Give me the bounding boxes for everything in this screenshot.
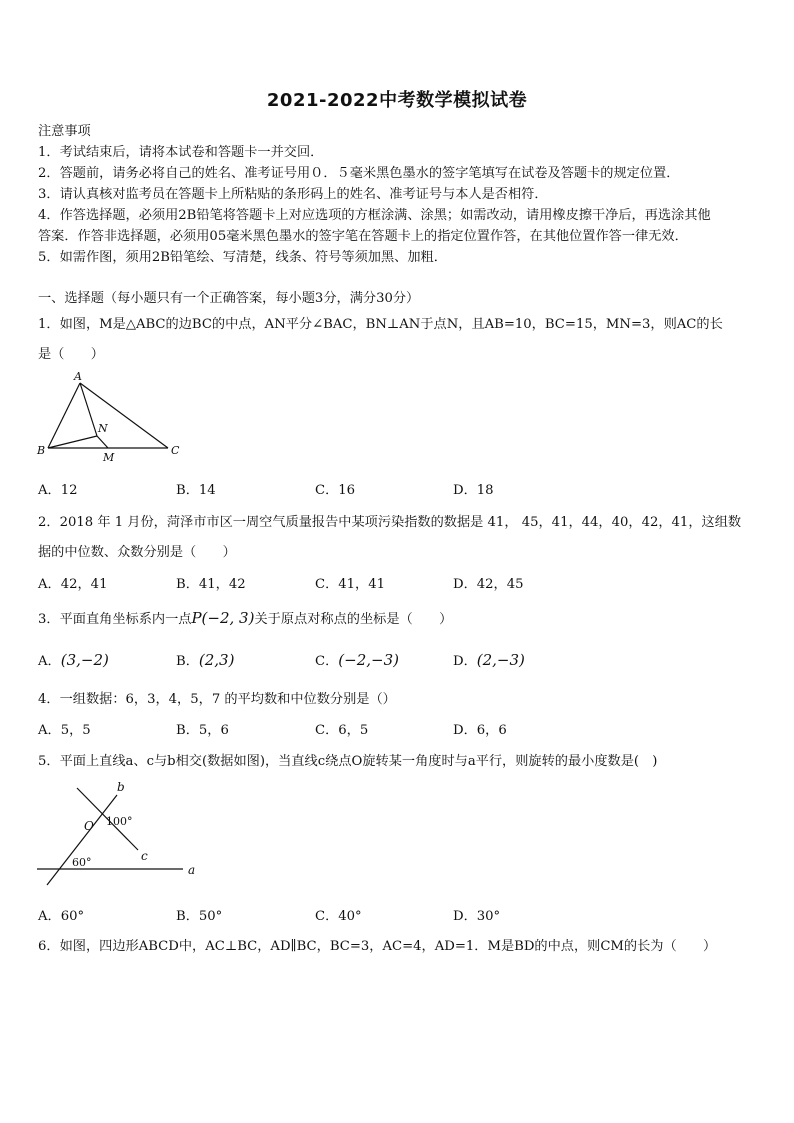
side-ac — [80, 383, 168, 448]
q3-suffix: 关于原点对称点的坐标是（ ） — [254, 612, 453, 627]
q4-option-d: D．6，6 — [453, 723, 507, 738]
q5-option-d: D．30° — [453, 909, 501, 924]
notice-item: 2．答题前，请务必将自己的姓名、准考证号用０．５毫米黑色墨水的签字笔填写在试卷及答题卡的规定位置． — [38, 166, 680, 181]
q5-lines-figure — [30, 778, 220, 888]
q4-option-a: A．5，5 — [38, 723, 91, 738]
q3-option-a — [38, 650, 109, 669]
notice-heading: 注意事项 — [38, 124, 91, 139]
q2-option-a: A．42，41 — [38, 577, 108, 592]
label-n: N — [98, 422, 108, 435]
q1-option-c: C．16 — [315, 483, 356, 498]
question-3-text — [38, 608, 452, 627]
question-4-text: 4．一组数据：6，3，4，5，7 的平均数和中位数分别是（） — [38, 692, 396, 707]
question-6-text: 6．如图，四边形ABCD中，AC⊥BC，AD∥BC，BC=3，AC=4，AD=1．M是BD的中点，则CM的长为（ ） — [38, 939, 717, 954]
q3-point: P(−2, 3) — [191, 609, 255, 627]
q3-option-b — [176, 650, 234, 669]
line-b — [47, 795, 117, 885]
page-title: 2021-2022中考数学模拟试卷 — [266, 90, 528, 111]
q2-option-c: C．41，41 — [315, 577, 386, 592]
segment-nm — [97, 436, 108, 448]
q2-option-b: B．41，42 — [176, 577, 246, 592]
q3-option-letter: A． — [38, 654, 61, 669]
q4-option-b: B．5，6 — [176, 723, 229, 738]
label-c: C — [171, 444, 180, 457]
q1-option-a: A．12 — [38, 483, 78, 498]
q3-option-value: (−2,−3) — [338, 651, 399, 669]
segment-bn — [48, 436, 97, 448]
question-5-text: 5．平面上直线a、c与b相交(数据如图)，当直线c绕点O旋转某一角度时与a平行，则旋转的最小度数是( ) — [38, 754, 658, 769]
label-b: B — [37, 444, 46, 457]
notice-item: 1．考试结束后，请将本试卷和答题卡一并交回． — [38, 145, 324, 160]
q5-option-c: C．40° — [315, 909, 362, 924]
q3-option-value: (3,−2) — [60, 651, 109, 669]
notice-item: 答案．作答非选择题，必须用05毫米黑色墨水的签字笔在答题卡上的指定位置作答，在其他位置作答一律无效． — [38, 229, 688, 244]
segment-an — [80, 383, 97, 436]
label-b: b — [117, 780, 125, 794]
question-2-text-cont: 据的中位数、众数分别是（ ） — [38, 545, 236, 560]
q3-option-value: (2,3) — [198, 651, 235, 669]
q3-option-c — [315, 650, 399, 669]
q1-option-d: D．18 — [453, 483, 494, 498]
q3-option-letter: C． — [315, 654, 339, 669]
q4-option-c: C．6，5 — [315, 723, 369, 738]
section-heading: 一、选择题（每小题只有一个正确答案，每小题3分，满分30分） — [38, 291, 420, 306]
label-o: O — [84, 819, 94, 833]
q1-option-b: B．14 — [176, 483, 216, 498]
notice-item: 5．如需作图，须用2B铅笔绘、写清楚，线条、符号等须加黑、加粗． — [38, 250, 447, 265]
q2-option-d: D．42，45 — [453, 577, 524, 592]
question-2-text: 2．2018 年 1 月份，菏泽市市区一周空气质量报告中某项污染指数的数据是 41， 45，41，44，40，42，41，这组数 — [38, 515, 742, 530]
q5-option-a: A．60° — [38, 909, 85, 924]
label-a: a — [188, 863, 196, 877]
side-ab — [48, 383, 80, 448]
label-angle-60: 60° — [72, 856, 92, 869]
q3-option-letter: D． — [453, 654, 477, 669]
label-c: c — [141, 849, 148, 863]
label-m: M — [103, 451, 115, 464]
q3-option-d — [453, 650, 525, 669]
notice-item: 4．作答选择题，必须用2B铅笔将答题卡上对应选项的方框涂满、涂黑；如需改动，请用橡皮擦干净后，再选涂其他 — [38, 208, 711, 223]
label-angle-100: 100° — [106, 815, 133, 828]
q3-option-letter: B． — [176, 654, 199, 669]
q3-prefix: 3．平面直角坐标系内一点 — [38, 612, 192, 627]
notice-item: 3．请认真核对监考员在答题卡上所粘贴的条形码上的姓名、准考证号与本人是否相符． — [38, 187, 548, 202]
q3-option-value: (2,−3) — [476, 651, 525, 669]
label-a: A — [74, 370, 82, 383]
q5-option-b: B．50° — [176, 909, 223, 924]
question-1-text-cont: 是（ ） — [38, 347, 104, 362]
question-1-text: 1．如图，M是△ABC的边BC的中点，AN平分∠BAC，BN⊥AN于点N，且AB=10，BC=15，MN=3，则AC的长 — [38, 317, 723, 332]
q1-triangle-figure — [30, 366, 190, 466]
